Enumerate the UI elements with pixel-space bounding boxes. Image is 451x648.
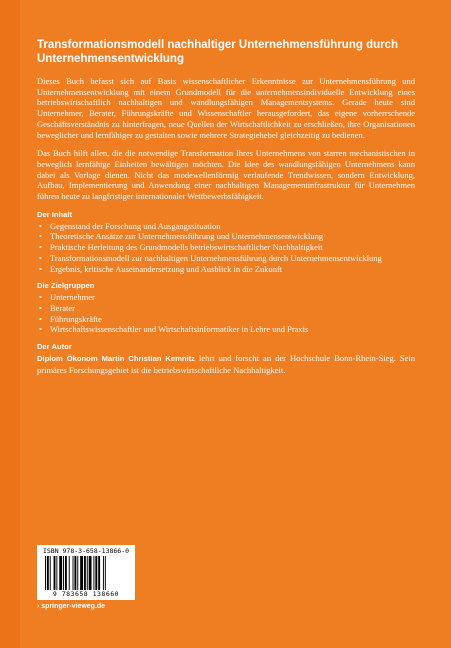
barcode-bar — [59, 556, 62, 590]
zielgruppen-heading: Die Zielgruppen — [37, 281, 95, 291]
barcode-bar — [93, 556, 94, 590]
barcode — [37, 545, 135, 600]
barcode-bar — [77, 556, 78, 590]
book-title: Transformationsmodell nachhaltiger Unternehmensführung durch Unternehmensentwicklung — [37, 39, 399, 65]
inhalt-heading: Der Inhalt — [37, 209, 73, 219]
cover-content — [37, 38, 415, 375]
autor-heading: Der Autor — [37, 342, 72, 352]
list-item: • Transformationsmodell zur nachhaltigen Unternehmensführung durch Unternehmensentwicklung — [37, 253, 415, 264]
barcode-bar — [50, 556, 51, 590]
description-paragraph-1: Dieses Buch befasst sich auf Basis wissenschaftlicher Erkenntnisse zur Unternehmensführung und Unternehmensentwicklung mit einem Grundmodell für die unternehmensindividuelle Entwicklung eines betriebswirtschaftlich nachhaltigen und wandlungsfähigen Managementsystems. Gerade heute sind Unternehmer, Berater, Führungskräfte und Wissenschaftler herausgefordert, das eigene vorherrschende Geschäftsverständnis zu hinterfragen, neue Quellen der Wirtschaftlichkeit zu erschließen, ihre Organisationen beweglicher und lernfähiger zu gestalten sowie mehrere Strategiehebel gleichzeitig zu bedienen. — [37, 76, 415, 140]
isbn-label: ISBN 978-3-658-13866-0 — [42, 547, 130, 555]
barcode-bar — [65, 556, 67, 590]
author-name: Diplom Ökonom Martin Christian Kemnitz — [37, 354, 195, 364]
barcode-bar — [74, 556, 76, 590]
author-bio — [37, 353, 415, 375]
list-item: • Wirtschaftswissenschaftler und Wirtschaftsinformatiker in Lehre und Praxis — [37, 324, 415, 335]
list-item: • Ergebnis, kritische Auseinandersetzung und Ausblick in die Zukunft — [37, 264, 415, 275]
barcode-bar — [87, 556, 88, 590]
barcode-bars — [45, 556, 127, 590]
barcode-bar — [80, 556, 83, 590]
list-item: • Praktische Herleitung des Grundmodells betriebswirtschaftlicher Nachhaltigkeit — [37, 242, 415, 253]
zielgruppen-list — [37, 292, 415, 335]
list-item: • Theoretische Ansätze zur Unternehmensführung und Unternehmensentwicklung — [37, 231, 415, 242]
list-item: • Unternehmer — [37, 292, 415, 303]
list-item: • Gegenstand der Forschung und Ausgangssituation — [37, 221, 415, 232]
spine-strip — [0, 0, 20, 648]
barcode-bar — [47, 556, 49, 590]
barcode-bar — [69, 556, 70, 590]
barcode-bar — [56, 556, 57, 590]
barcode-bar — [105, 556, 106, 590]
publisher-website[interactable]: › springer-vieweg.de — [37, 603, 106, 610]
list-item: • Berater — [37, 303, 415, 314]
barcode-digits: 9 783658 138660 — [52, 590, 120, 598]
barcode-bar — [54, 556, 56, 590]
list-item: • Führungskräfte — [37, 314, 415, 325]
author-bio-text: lehrt und forscht an der Hochschule Bonn-Rhein-Sieg. Sein primäres Forschungsgebiet ist die betriebswirtschaftliche Nachhaltigkeit. — [37, 353, 415, 375]
barcode-bar — [63, 556, 64, 590]
barcode-bar — [89, 556, 92, 590]
description-paragraph-2: Das Buch hilft allen, die die notwendige Transformation Ihres Unternehmens von starren mechanistischen in beweglich lernfähige Einheiten bewältigen möchten. Die Idee des wandlungsfähigen Unternehmens kann dabei als Vorlage dienen. Nicht das modewellenförmig verlaufende Trendwissen, sondern Entwicklung, Aufbau, Implementierung und Anwendung einer nachhaltigen Managementinfrastruktur für Unternehmen führen heute zu langfristiger internationaler Wettbewerbsfähigkeit. — [37, 148, 415, 202]
barcode-bar — [45, 556, 46, 590]
barcode-bar — [73, 556, 74, 590]
barcode-bar — [84, 556, 86, 590]
inhalt-list — [37, 221, 415, 275]
barcode-bar — [95, 556, 97, 590]
barcode-bar — [98, 556, 100, 590]
barcode-bar — [103, 556, 104, 590]
